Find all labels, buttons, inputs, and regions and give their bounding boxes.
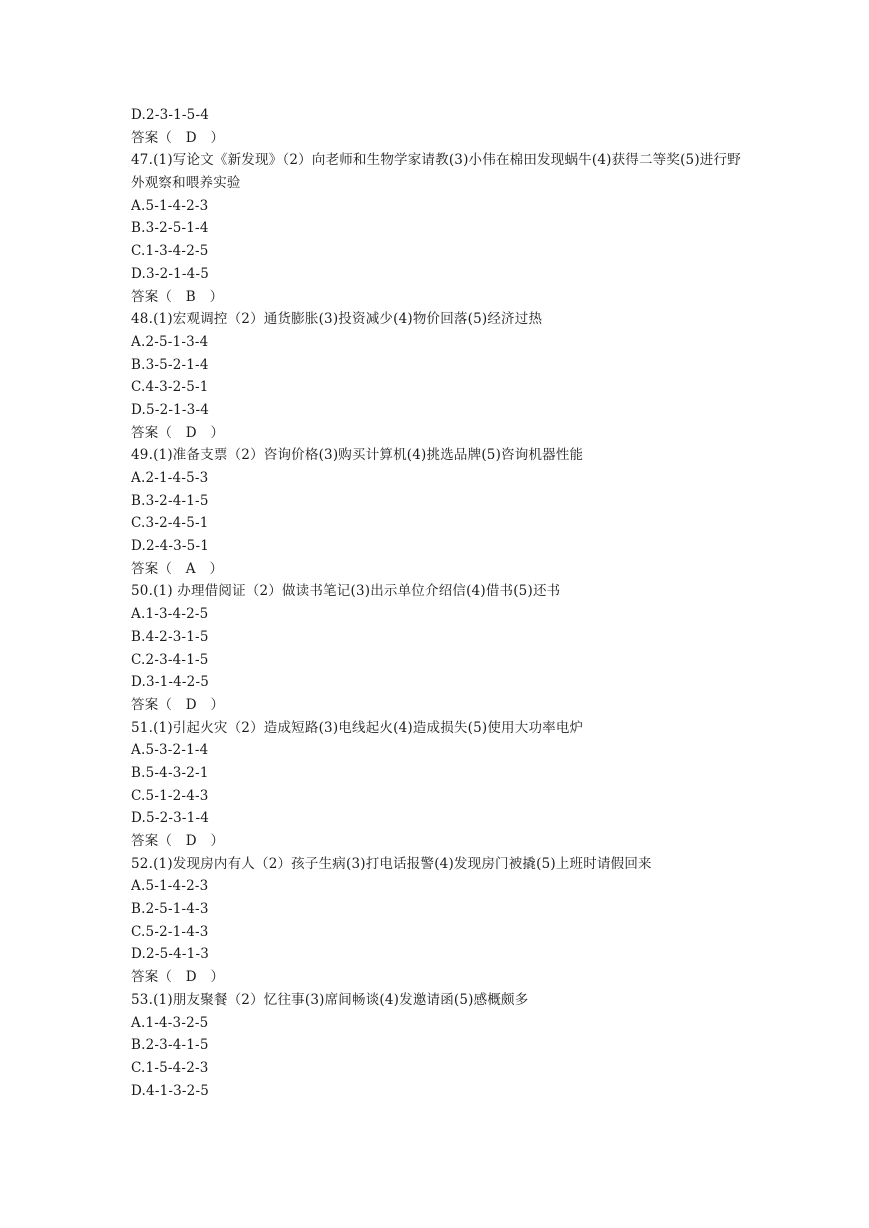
option-line: D.2-3-1-5-4 bbox=[131, 107, 210, 123]
option-line: A.1-4-3-2-5 bbox=[131, 1014, 209, 1031]
answer-line: 答案（ D ） bbox=[131, 696, 225, 713]
answer-line: 答案（ D ） bbox=[131, 833, 225, 850]
option-line: B.3-5-2-1-4 bbox=[131, 356, 209, 373]
answer-line: 答案（ B ） bbox=[131, 288, 224, 305]
option-line: A.2-1-4-5-3 bbox=[131, 470, 209, 487]
option-line: A.2-5-1-3-4 bbox=[131, 333, 209, 350]
option-line: B.3-2-5-1-4 bbox=[131, 220, 209, 237]
question-stem: 48.(1)宏观调控（2）通货膨胀(3)投资减少(4)物价回落(5)经济过热 bbox=[131, 311, 543, 328]
option-line: C.1-3-4-2-5 bbox=[131, 243, 209, 260]
answer-line: 答案（ D ） bbox=[131, 424, 225, 441]
question-block bbox=[131, 989, 751, 1102]
question-block bbox=[131, 717, 751, 853]
question-stem: 53.(1)朋友聚餐（2）忆往事(3)席间畅谈(4)发邀请函(5)感概颇多 bbox=[131, 991, 529, 1008]
option-line: B.3-2-4-1-5 bbox=[131, 492, 209, 509]
option-line: D.3-2-1-4-5 bbox=[131, 265, 210, 282]
question-stem: 47.(1)写论文《新发现》（2）向老师和生物学家请教(3)小伟在棉田发现蜗牛(4)获得二等奖(5)进行野外观察和喂养实验 bbox=[131, 152, 741, 192]
document-page bbox=[131, 104, 751, 1102]
question-block bbox=[131, 580, 751, 716]
question-block bbox=[131, 853, 751, 989]
question-stem: 49.(1)准备支票（2）咨询价格(3)购买计算机(4)挑选品牌(5)咨询机器性能 bbox=[131, 447, 584, 464]
option-line: B.2-5-1-4-3 bbox=[131, 901, 209, 918]
option-line: D.5-2-1-3-4 bbox=[131, 401, 210, 418]
question-block bbox=[131, 308, 751, 444]
answer-line: 答案（ A ） bbox=[131, 560, 224, 577]
question-stem: 50.(1) 办理借阅证（2）做读书笔记(3)出示单位介绍信(4)借书(5)还书 bbox=[131, 583, 561, 600]
question-stem: 52.(1)发现房内有人（2）孩子生病(3)打电话报警(4)发现房门被撬(5)上班时请假回来 bbox=[131, 855, 652, 872]
answer-line: 答案（ D ） bbox=[131, 129, 225, 146]
question-stem: 51.(1)引起火灾（2）造成短路(3)电线起火(4)造成损失(5)使用大功率电炉 bbox=[131, 719, 584, 736]
option-line: A.1-3-4-2-5 bbox=[131, 606, 209, 623]
option-line: C.1-5-4-2-3 bbox=[131, 1059, 209, 1076]
option-line: D.4-1-3-2-5 bbox=[131, 1082, 210, 1099]
option-line: D.2-4-3-5-1 bbox=[131, 538, 210, 555]
option-line: A.5-1-4-2-3 bbox=[131, 878, 209, 895]
option-line: C.5-2-1-4-3 bbox=[131, 923, 209, 940]
option-line: C.3-2-4-5-1 bbox=[131, 515, 209, 532]
option-line: C.2-3-4-1-5 bbox=[131, 651, 209, 668]
question-block bbox=[131, 444, 751, 580]
option-line: D.2-5-4-1-3 bbox=[131, 946, 210, 963]
answer-line: 答案（ D ） bbox=[131, 969, 225, 986]
option-line: A.5-3-2-1-4 bbox=[131, 742, 209, 759]
option-line: C.4-3-2-5-1 bbox=[131, 379, 209, 396]
option-line: B.4-2-3-1-5 bbox=[131, 628, 209, 645]
option-line: A.5-1-4-2-3 bbox=[131, 197, 209, 214]
option-line: B.5-4-3-2-1 bbox=[131, 764, 209, 781]
option-line: C.5-1-2-4-3 bbox=[131, 787, 209, 804]
question-block bbox=[131, 149, 751, 308]
option-line: D.3-1-4-2-5 bbox=[131, 674, 210, 691]
option-line: B.2-3-4-1-5 bbox=[131, 1037, 209, 1054]
option-line: D.5-2-3-1-4 bbox=[131, 810, 210, 827]
